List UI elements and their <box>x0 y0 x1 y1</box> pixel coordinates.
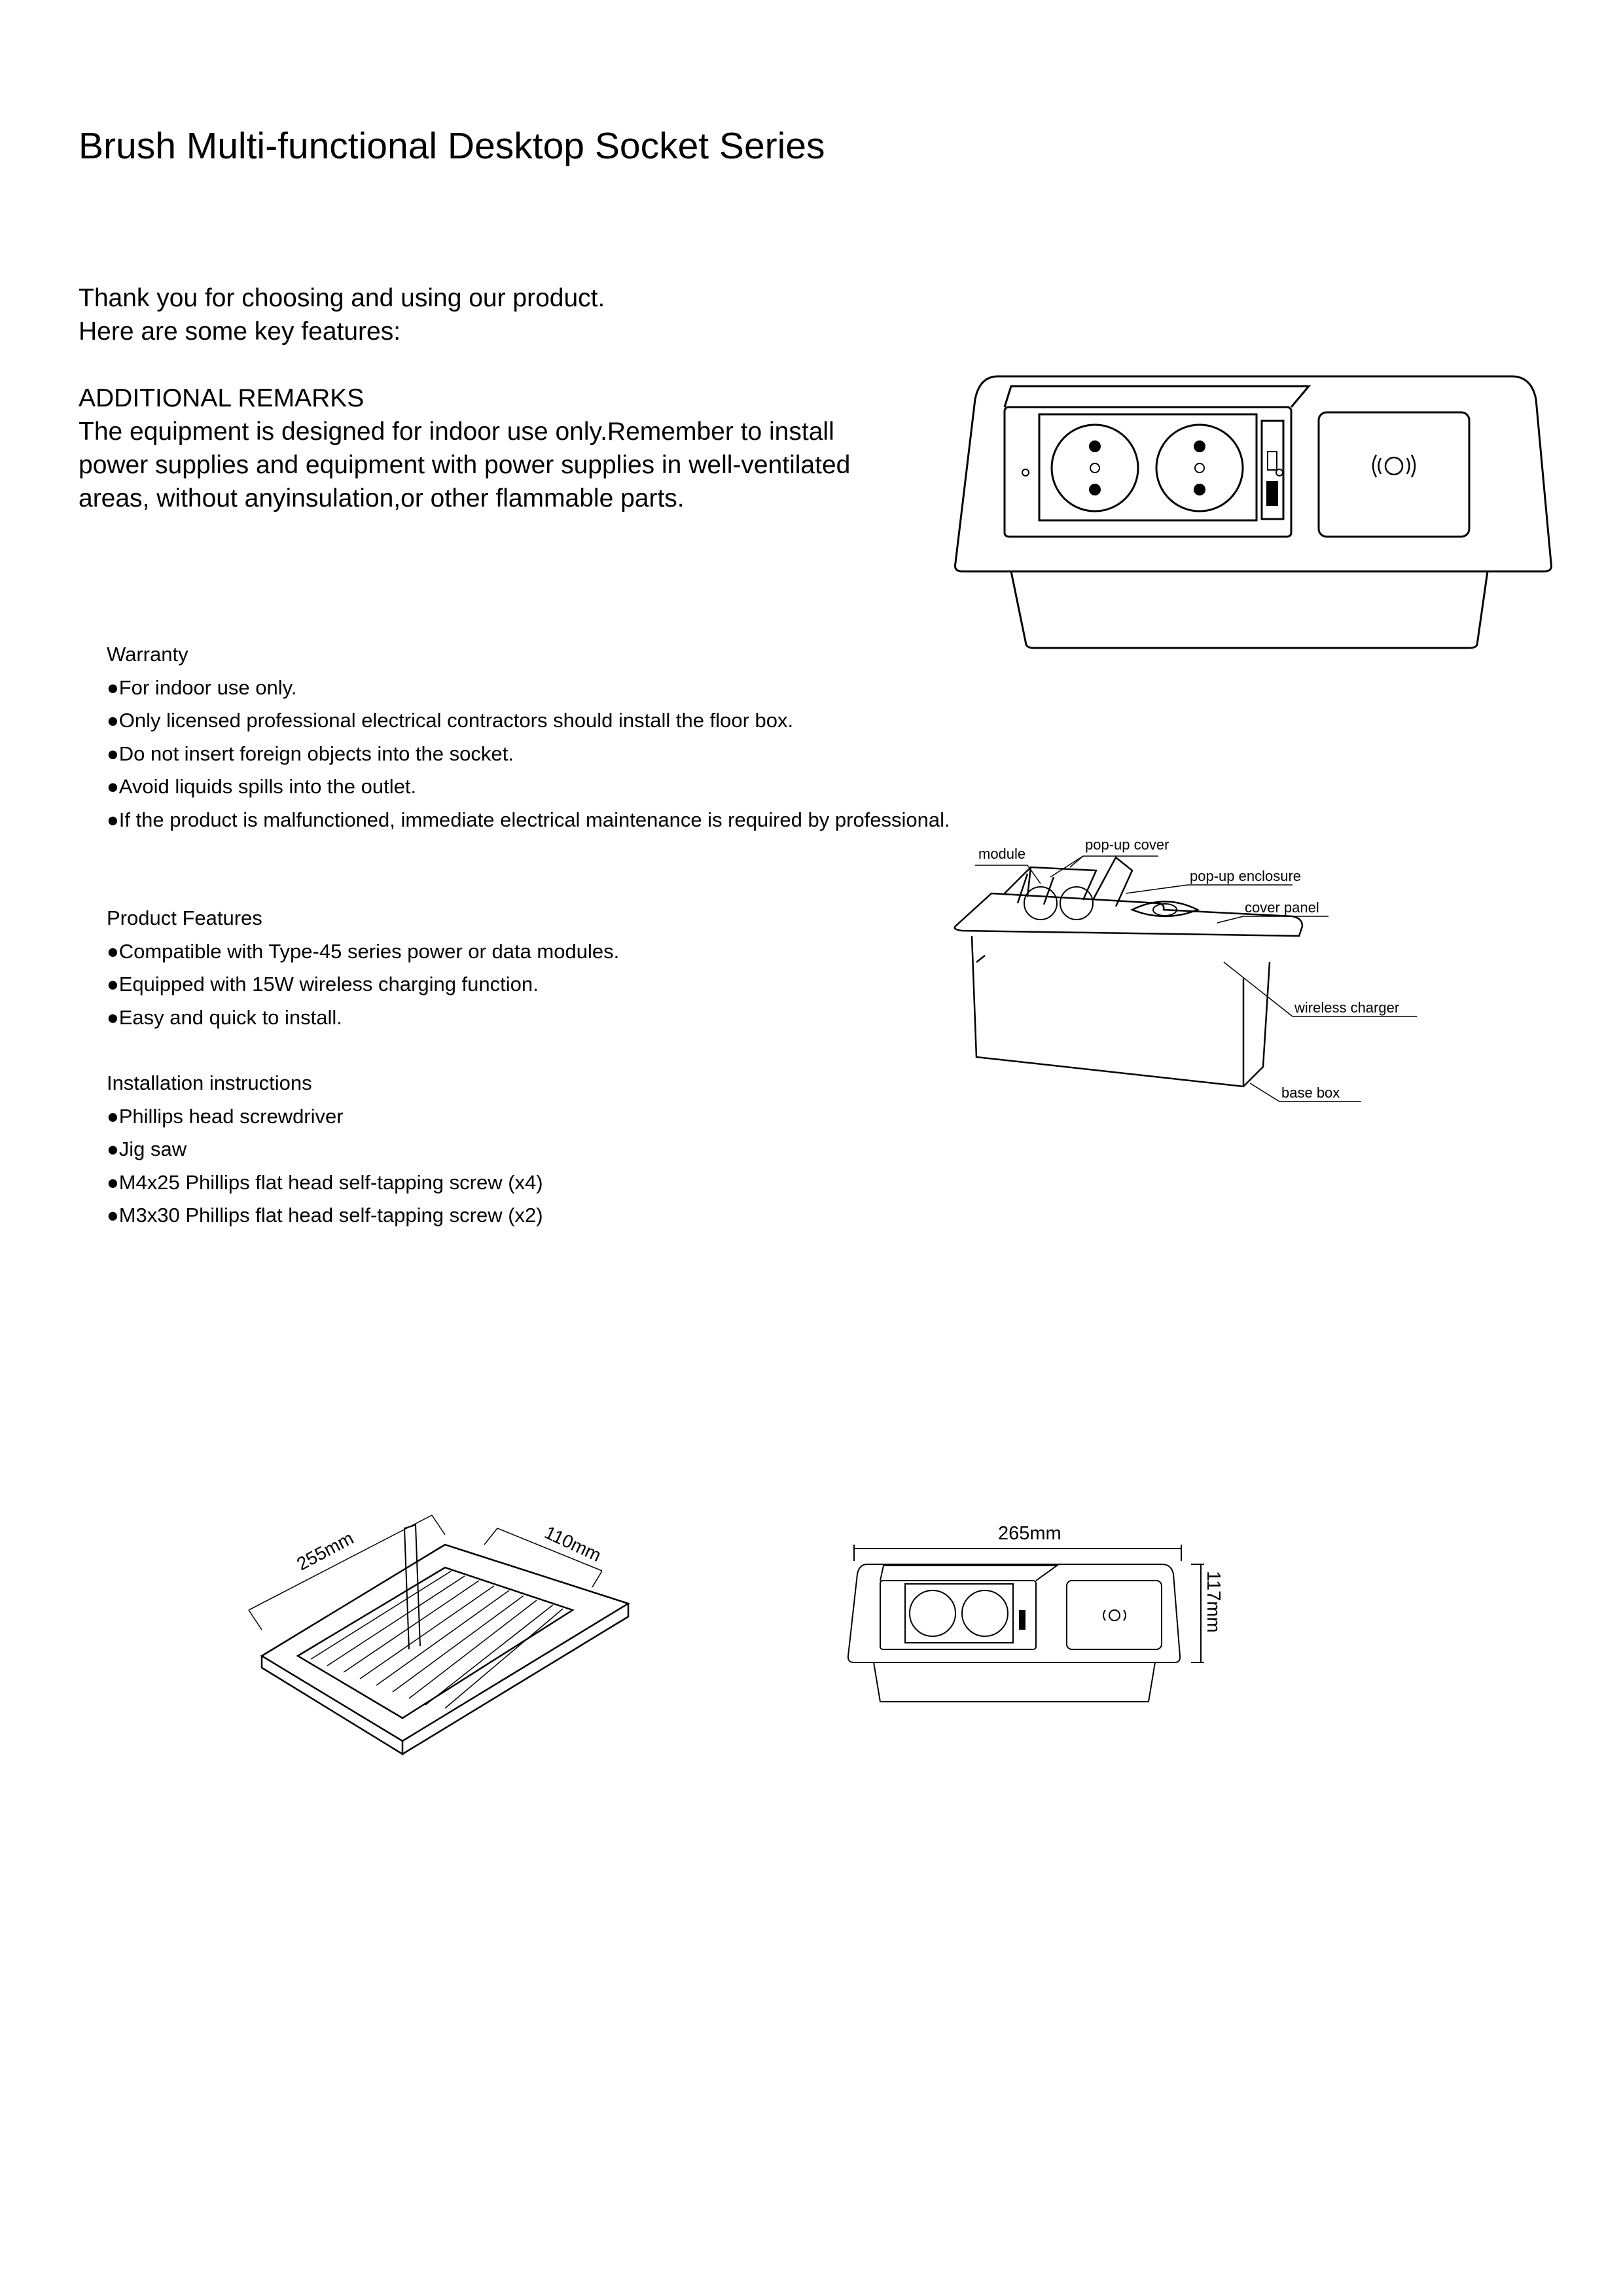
cutout-dimension-drawing <box>236 1499 641 1761</box>
label-base-box: base box <box>1281 1085 1340 1101</box>
warranty-item: ●Do not insert foreign objects into the socket. <box>107 742 514 765</box>
feature-item: ●Compatible with Type-45 series power or data modules. <box>107 939 620 963</box>
wireless-charging-icon <box>1103 1610 1126 1621</box>
component-diagram <box>936 831 1459 1126</box>
dim-cutout-width: 110mm <box>541 1522 605 1566</box>
installation-item: ●M4x25 Phillips flat head self-tapping screw (x4) <box>107 1170 543 1194</box>
feature-item: ●Equipped with 15W wireless charging function. <box>107 973 539 996</box>
warranty-section <box>107 638 950 836</box>
socket-icon <box>910 1590 1008 1636</box>
warranty-item: ●Only licensed professional electrical contractors should install the floor box. <box>107 709 794 732</box>
label-cover-panel: cover panel <box>1245 899 1319 916</box>
installation-item: ●M3x30 Phillips flat head self-tapping screw (x2) <box>107 1204 543 1227</box>
usb-port-icon <box>1266 452 1278 506</box>
product-dimension-drawing <box>841 1505 1234 1721</box>
warranty-item: ●If the product is malfunctioned, immediate electrical maintenance is required by professional. <box>107 808 950 831</box>
features-heading: Product Features <box>107 906 262 929</box>
remarks-heading: ADDITIONAL REMARKS <box>79 384 365 412</box>
product-top-view-illustration <box>952 373 1554 651</box>
installation-item: ●Phillips head screwdriver <box>107 1104 344 1128</box>
wireless-charging-icon <box>1373 455 1415 477</box>
socket-icon <box>1024 887 1093 920</box>
socket-icon <box>1052 425 1243 511</box>
dim-product-length: 265mm <box>998 1523 1061 1544</box>
warranty-item: ●Avoid liquids spills into the outlet. <box>107 775 417 798</box>
dim-cutout-length: 255mm <box>293 1528 357 1575</box>
label-module: module <box>978 846 1026 862</box>
usb-port-icon <box>1019 1610 1026 1630</box>
installation-section <box>107 1067 543 1232</box>
label-wireless-charger: wireless charger <box>1294 999 1400 1016</box>
label-popup-enclosure: pop-up enclosure <box>1190 868 1302 884</box>
intro-features-lead: Here are some key features: <box>79 317 401 346</box>
features-section <box>107 902 619 1034</box>
intro-thanks: Thank you for choosing and using our product. <box>79 284 605 312</box>
page-title: Brush Multi-functional Desktop Socket Series <box>79 125 825 167</box>
remarks-line: power supplies and equipment with power supplies in well-ventilated <box>79 451 851 479</box>
warranty-item: ●For indoor use only. <box>107 675 297 699</box>
warranty-heading: Warranty <box>107 643 188 666</box>
remarks-line: areas, without anyinsulation,or other flammable parts. <box>79 484 685 512</box>
intro-section <box>79 281 850 515</box>
installation-item: ●Jig saw <box>107 1138 187 1160</box>
dim-product-height: 117mm <box>1203 1571 1224 1633</box>
installation-heading: Installation instructions <box>107 1071 312 1094</box>
remarks-line: The equipment is designed for indoor use only.Remember to install <box>79 418 834 446</box>
label-popup-cover: pop-up cover <box>1085 836 1169 853</box>
feature-item: ●Easy and quick to install. <box>107 1005 342 1029</box>
